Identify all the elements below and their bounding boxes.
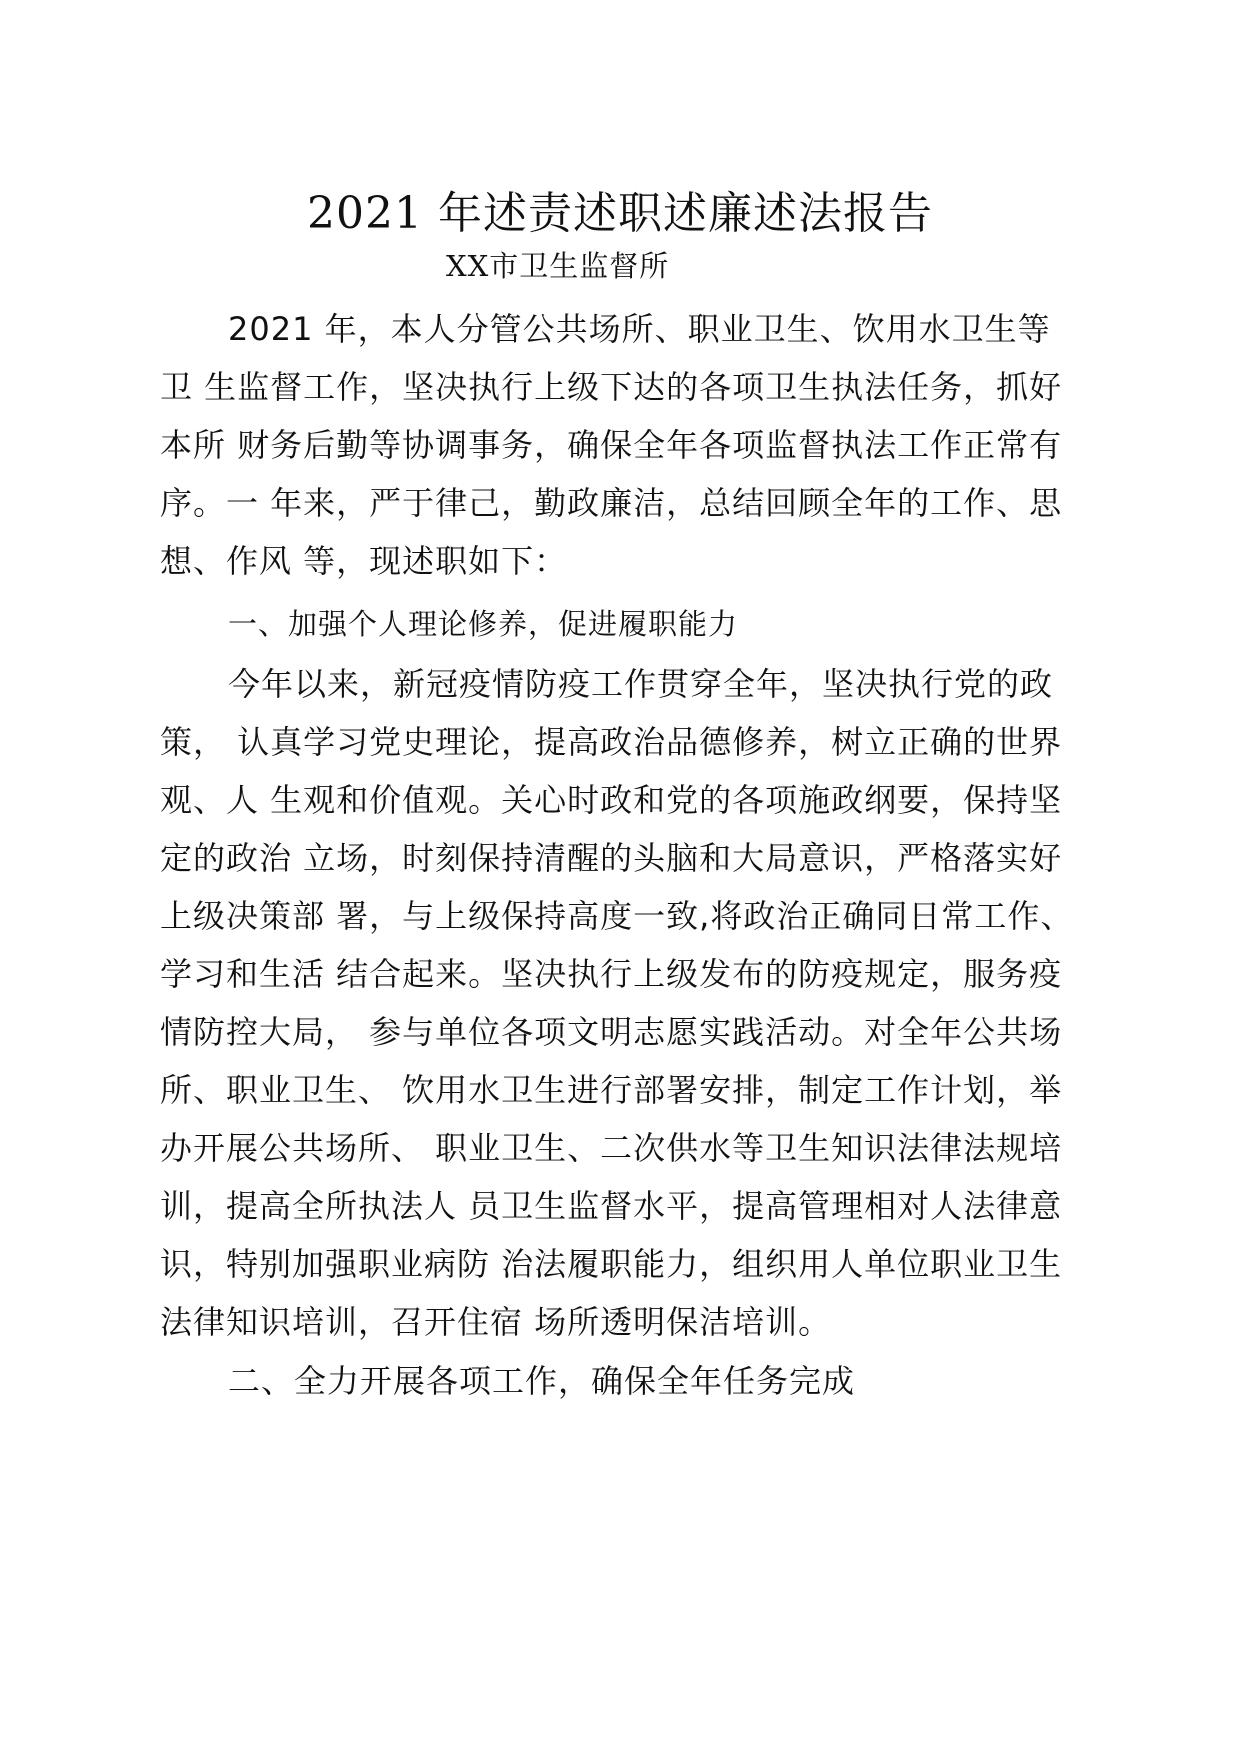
paragraph-line: 今年以来，新冠疫情防疫工作贯穿全年，坚决执行党的政 [228, 665, 1054, 703]
paragraph-line: 序。一 年来，严于律己，勤政廉洁，总结回顾全年的工作、思 [160, 484, 1063, 522]
report-title: 2021 年述责述职述廉述法报告 [307, 188, 933, 239]
report-subtitle: XX市卫生监督所 [446, 249, 670, 283]
paragraph-line: 训，提高全所执法人 员卫生监督水平，提高管理相对人法律意 [160, 1187, 1063, 1225]
paragraph-line: 所、职业卫生、 饮用水卫生进行部署安排，制定工作计划，举 [160, 1071, 1063, 1109]
paragraph-line: 策， 认真学习党史理论，提高政治品德修养，树立正确的世界 [160, 723, 1063, 761]
paragraph-line: 识，特别加强职业病防 治法履职能力，组织用人单位职业卫生 [160, 1245, 1063, 1283]
paragraph-intro [160, 300, 1070, 590]
section-heading-text: 二、全力开展各项工作，确保全年任务完成 [228, 1362, 856, 1400]
paragraph-line: 想、作风 等，现述职如下： [160, 542, 568, 580]
paragraph-line: 定的政治 立场，时刻保持清醒的头脑和大局意识，严格落实好 [160, 839, 1063, 877]
paragraph-line: 学习和生活 结合起来。坚决执行上级发布的防疫规定，服务疫 [160, 955, 1063, 993]
paragraph-section-1 [160, 655, 1074, 1351]
paragraph-line: 卫 生监督工作，坚决执行上级下达的各项卫生执法任务，抓好 [160, 368, 1063, 406]
section-heading-1 [228, 600, 1138, 648]
paragraph-line: 法律知识培训，召开住宿 场所透明保洁培训。 [160, 1303, 832, 1341]
paragraph-line: 上级决策部 署，与上级保持高度一致,将政治正确同日常工作、 [160, 897, 1074, 935]
paragraph-line: 办开展公共场所、 职业卫生、二次供水等卫生知识法律法规培 [160, 1129, 1063, 1167]
section-heading-2 [228, 1352, 1138, 1410]
paragraph-line: 情防控大局， 参与单位各项文明志愿实践活动。对全年公共场 [160, 1013, 1063, 1051]
paragraph-line: 本所 财务后勤等协调事务，确保全年各项监督执法工作正常有 [160, 426, 1063, 464]
section-heading-text: 一、加强个人理论修养，促进履职能力 [228, 607, 739, 641]
paragraph-line: 2021 年，本人分管公共场所、职业卫生、饮用水卫生等 [228, 310, 1051, 348]
paragraph-line: 观、人 生观和价值观。关心时政和党的各项施政纲要，保持坚 [160, 781, 1063, 819]
